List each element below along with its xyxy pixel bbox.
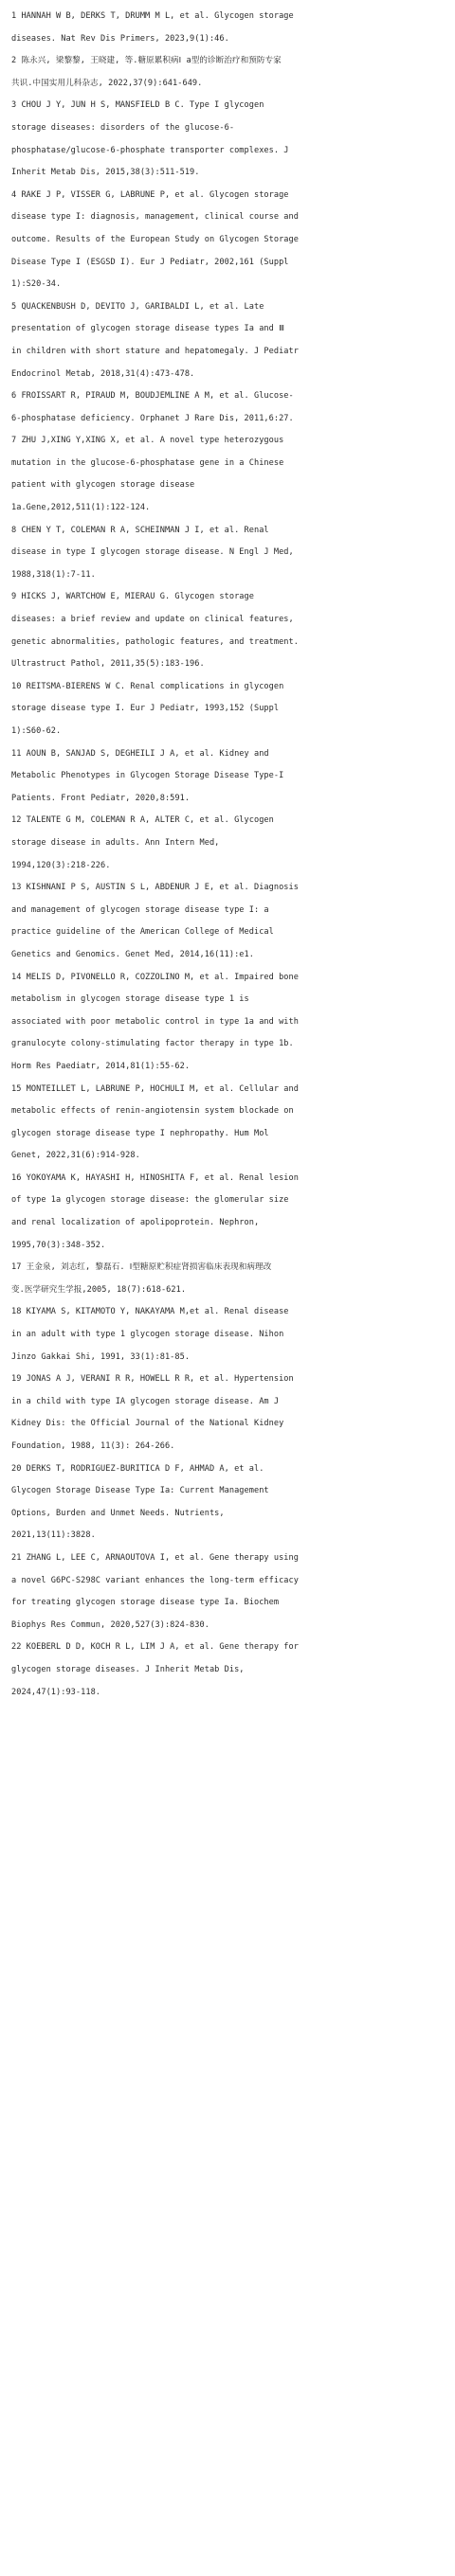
reference-item: 19 JONAS A J, VERANI R R, HOWELL R R, et al. Hypertension in a child with type IA glycogen storage disease. Am J Kidney Dis: the Official Journal of the National Kidney Foundation, 1988, 11(3): 264-266.: [11, 1374, 294, 1451]
reference-item: 14 MELIS D, PIVONELLO R, COZZOLINO M, et al. Impaired bone metabolism in glycogen storage disease type 1 is associated with poor metabolic control in type 1a and with granulocyte colony-stimulating factor therapy in type 1b. Horm Res Paediatr, 2014,81(1):55-62.: [11, 972, 299, 1071]
reference-item: 11 AOUN B, SANJAD S, DEGHEILI J A, et al. Kidney and Metabolic Phenotypes in Glycogen Storage Disease Type-I Patients. Front Pediatr, 2020,8:591.: [11, 748, 284, 803]
reference-item: 10 REITSMA-BIERENS W C. Renal complications in glycogen storage disease type I. Eur J Pediatr, 1993,152 (Suppl 1):S60-62.: [11, 681, 284, 736]
reference-item: 18 KIYAMA S, KITAMOTO Y, NAKAYAMA M,et al. Renal disease in an adult with type 1 glycogen storage disease. Nihon Jinzo Gakkai Shi, 1991, 33(1):81-85.: [11, 1307, 289, 1362]
reference-item: 15 MONTEILLET L, LABRUNE P, HOCHULI M, et al. Cellular and metabolic effects of renin-angiotensin system blockade on glycogen storage disease type I nephropathy. Hum Mol Genet, 2022,31(6):914-928.: [11, 1083, 299, 1161]
reference-item: 4 RAKE J P, VISSER G, LABRUNE P, et al. Glycogen storage disease type I: diagnosis, management, clinical course and outcome. Results of the European Study on Glycogen Storage Disease Type I (ESGSD I). Eur J Pediatr, 2002,161 (Suppl 1):S20-34.: [11, 189, 299, 290]
reference-item: 5 QUACKENBUSH D, DEVITO J, GARIBALDI L, et al. Late presentation of glycogen storage disease types Ia and Ⅲ in children with short stature and hepatomegaly. J Pediatr Endocrinol Metab, 2018,31(4):473-478.: [11, 301, 299, 379]
reference-item: 2 陈永兴, 梁黎黎, 王晓建, 等.糖原累积病Ⅰ a型的诊断治疗和预防专家 共识.中国实用儿科杂志, 2022,37(9):641-649.: [11, 56, 282, 88]
reference-item: 20 DERKS T, RODRIGUEZ-BURITICA D F, AHMAD A, et al. Glycogen Storage Disease Type Ia: Current Management Options, Burden and Unmet Needs. Nutrients, 2021,13(11):3828.: [11, 1463, 269, 1541]
reference-item: 1 HANNAH W B, DERKS T, DRUMM M L, et al. Glycogen storage diseases. Nat Rev Dis Primers, 2023,9(1):46.: [11, 11, 294, 44]
reference-item: 7 ZHU J,XING Y,XING X, et al. A novel type heterozygous mutation in the glucose-6-phosphatase gene in a Chinese patient with glycogen storage disease 1a.Gene,2012,511(1):122-124.: [11, 436, 284, 513]
reference-item: 12 TALENTE G M, COLEMAN R A, ALTER C, et al. Glycogen storage disease in adults. Ann Intern Med, 1994,120(3):218-226.: [11, 815, 274, 870]
reference-item: 9 HICKS J, WARTCHOW E, MIERAU G. Glycogen storage diseases: a brief review and update on clinical features, genetic abnormalities, pathologic features, and treatment. Ultrastruct Pathol, 2011,35(5):183-196.: [11, 592, 299, 670]
reference-item: 8 CHEN Y T, COLEMAN R A, SCHEINMAN J I, et al. Renal disease in type I glycogen storage disease. N Engl J Med, 1988,318(1):7-11.: [11, 525, 294, 580]
reference-item: 21 ZHANG L, LEE C, ARNAOUTOVA I, et al. Gene therapy using a novel G6PC-S298C variant enhances the long-term efficacy for treating glycogen storage disease type Ia. Biochem Biophys Res Commun, 2020,527(3):824-830.: [11, 1552, 299, 1630]
reference-item: 13 KISHNANI P S, AUSTIN S L, ABDENUR J E, et al. Diagnosis and management of glycogen storage disease type I: a practice guideline of the American College of Medical Genetics and Genomics. Genet Med, 2014,16(11):e1.: [11, 883, 299, 959]
reference-list: [11, 6, 444, 1704]
reference-item: 6 FROISSART R, PIRAUD M, BOUDJEMLINE A M, et al. Glucose- 6-phosphatase deficiency. Orphanet J Rare Dis, 2011,6:27.: [11, 391, 294, 423]
reference-item: 16 YOKOYAMA K, HAYASHI H, HINOSHITA F, et al. Renal lesion of type 1a glycogen storage disease: the glomerular size and renal localization of apolipoprotein. Nephron, 1995,70(3):348-352.: [11, 1172, 299, 1250]
reference-item: 17 王金泉, 刘志红, 黎磊石. Ⅰ型糖原贮积症肾损害临床表现和病理改 变.医学研究生学报,2005, 18(7):618-621.: [11, 1262, 272, 1295]
reference-item: 22 KOEBERL D D, KOCH R L, LIM J A, et al. Gene therapy for glycogen storage diseases. J Inherit Metab Dis, 2024,47(1):93-118.: [11, 1642, 299, 1697]
reference-item: 3 CHOU J Y, JUN H S, MANSFIELD B C. Type I glycogen storage diseases: disorders of the glucose-6- phosphatase/glucose-6-phosphate transporter complexes. J Inherit Metab Dis, 2015,38(3):511-519.: [11, 100, 289, 178]
